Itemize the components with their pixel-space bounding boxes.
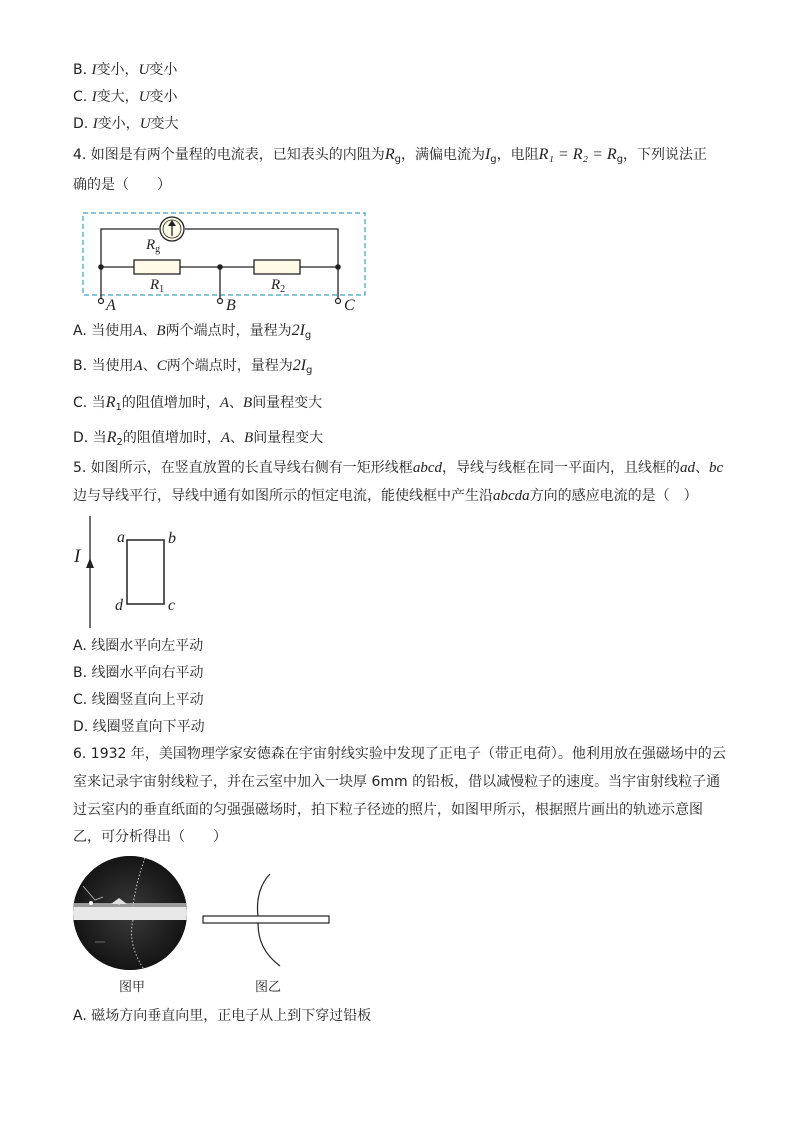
q3-option-d: D. I变小，U变大	[73, 116, 179, 132]
q4-stem-line1: 4. 如图是有两个量程的电流表，已知表头的内阻为$R_g$，满偏电流为$I_g$，电阻$R_1 = R_2 = R_g$，下列说法正	[73, 146, 708, 165]
q4-option-d: D. 当$R_2$的阻值增加时，A、B间量程变大	[73, 429, 324, 448]
resistor-r2	[254, 260, 300, 274]
label-c: c	[168, 597, 176, 614]
label-current-i: I	[74, 546, 81, 567]
terminal-a	[99, 299, 104, 304]
q5-wire-loop-diagram	[70, 514, 190, 632]
terminal-c	[336, 299, 341, 304]
label-b: B	[226, 297, 236, 314]
caption-figure-yi: 图乙	[255, 980, 282, 995]
terminal-b	[218, 299, 223, 304]
rectangular-loop	[127, 540, 164, 604]
dashed-enclosure	[83, 213, 365, 295]
lead-plate-schematic	[203, 916, 329, 923]
q6-stem-line3: 过云室内的垂直纸面的匀强强磁场时，拍下粒子径迹的照片，如图甲所示，根据照片画出的轨迹示意图	[73, 802, 703, 818]
q5-stem-line1: 5. 如图所示，在竖直放置的长直导线右侧有一矩形线框abcd，导线与线框在同一平面内，且线框的ad、bc	[73, 460, 724, 476]
q4-circuit-diagram	[70, 205, 380, 317]
label-r1: $R_1$	[150, 277, 165, 295]
label-d: d	[115, 597, 123, 614]
q4-option-a: A. 当使用A、B两个端点时，量程为$2I_g$	[73, 322, 312, 341]
q5-option-d: D. 线圈竖直向下平动	[73, 719, 205, 735]
lead-plate	[73, 906, 187, 920]
q4-option-b: B. 当使用A、C两个端点时，量程为$2I_g$	[73, 357, 313, 376]
q6-stem-line2: 室来记录宇宙射线粒子，并在云室中加入一块厚 6mm 的铅板，借以减慢粒子的速度。当宇宙射线粒子通	[73, 774, 721, 790]
track-schematic-diagram	[200, 870, 332, 970]
cloud-chamber-photo	[73, 856, 187, 970]
q5-stem-line2: 边与导线平行，导线中通有如图所示的恒定电流，能使线框中产生沿abcda方向的感应电流的是（ ）	[73, 488, 698, 504]
track-upper-arc	[258, 874, 271, 916]
q5-option-c: C. 线圈竖直向上平动	[73, 692, 204, 708]
label-r2: $R_2$	[271, 277, 286, 295]
label-a: a	[117, 529, 125, 546]
q4-stem-line2: 确的是（ ）	[73, 177, 171, 193]
label-b: b	[168, 530, 176, 547]
q4-option-c: C. 当$R_1$的阻值增加时，A、B间量程变大	[73, 394, 323, 413]
caption-figure-jia: 图甲	[119, 980, 146, 995]
cloud-chamber-photo-art	[73, 856, 187, 970]
label-c: C	[344, 297, 355, 314]
q6-option-a: A. 磁场方向垂直向里，正电子从上到下穿过铅板	[73, 1008, 372, 1024]
current-arrow-icon	[86, 558, 94, 568]
track-lower-arc	[258, 923, 280, 966]
q6-stem-line4: 乙，可分析得出（ ）	[73, 829, 227, 845]
q3-option-b: B. I变小，U变小	[73, 62, 178, 78]
label-a: A	[106, 297, 116, 314]
q5-option-b: B. 线圈水平向右平动	[73, 665, 204, 681]
q6-stem-line1: 6. 1932 年，美国物理学家安德森在宇宙射线实验中发现了正电子（带正电荷）。他利用放在强磁场中的云	[73, 746, 726, 762]
q3-option-c: C. I变大，U变小	[73, 89, 178, 105]
resistor-r1	[134, 260, 180, 274]
label-rg: $R_g$	[146, 237, 161, 255]
q5-option-a: A. 线圈水平向左平动	[73, 638, 204, 654]
